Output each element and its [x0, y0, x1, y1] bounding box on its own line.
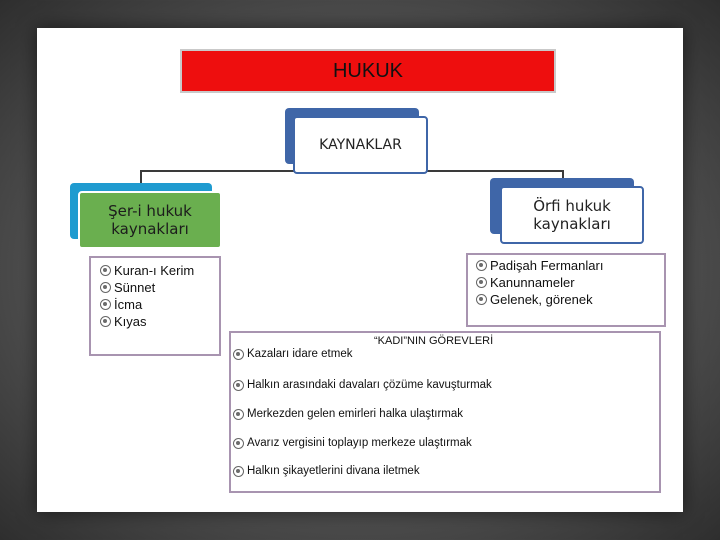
bullet-icon — [100, 265, 111, 276]
right-list-item: Padişah Fermanları — [476, 258, 603, 273]
right-branch-label: Örfi hukuk kaynakları — [533, 197, 611, 233]
bullet-icon — [233, 349, 244, 360]
bullet-icon — [233, 409, 244, 420]
bullet-icon — [476, 277, 487, 288]
left-list-item: Kuran-ı Kerim — [100, 263, 194, 278]
title-box: HUKUK — [180, 49, 556, 93]
root-node — [285, 108, 430, 176]
kadi-duty-item: Halkın şikayetlerini divana iletmek — [233, 465, 420, 477]
left-list-item: Kıyas — [100, 314, 147, 329]
bullet-icon — [476, 260, 487, 271]
left-list-item: İcma — [100, 297, 142, 312]
bullet-icon — [476, 294, 487, 305]
bullet-icon — [100, 299, 111, 310]
right-list-item: Kanunnameler — [476, 275, 575, 290]
kadi-duty-item: Avarız vergisini toplayıp merkeze ulaştırmak — [233, 437, 472, 449]
right-branch-node — [490, 178, 646, 244]
left-list-item: Sünnet — [100, 280, 155, 295]
bullet-icon — [233, 380, 244, 391]
bullet-icon — [233, 466, 244, 477]
kadi-duty-item: Merkezden gelen emirleri halka ulaştırmak — [233, 408, 463, 420]
bullet-icon — [100, 316, 111, 327]
left-branch-node — [70, 183, 222, 249]
left-branch-label: Şer-i hukuk kaynakları — [108, 202, 192, 238]
kadi-duty-item: Halkın arasındaki davaları çözüme kavuşturmak — [233, 379, 492, 391]
root-label: KAYNAKLAR — [319, 136, 402, 153]
kadi-duties-title: “KADI”NIN GÖREVLERİ — [374, 335, 494, 347]
kadi-duty-item: Kazaları idare etmek — [233, 348, 352, 360]
bullet-icon — [100, 282, 111, 293]
right-list-item: Gelenek, görenek — [476, 292, 593, 307]
bullet-icon — [233, 438, 244, 449]
